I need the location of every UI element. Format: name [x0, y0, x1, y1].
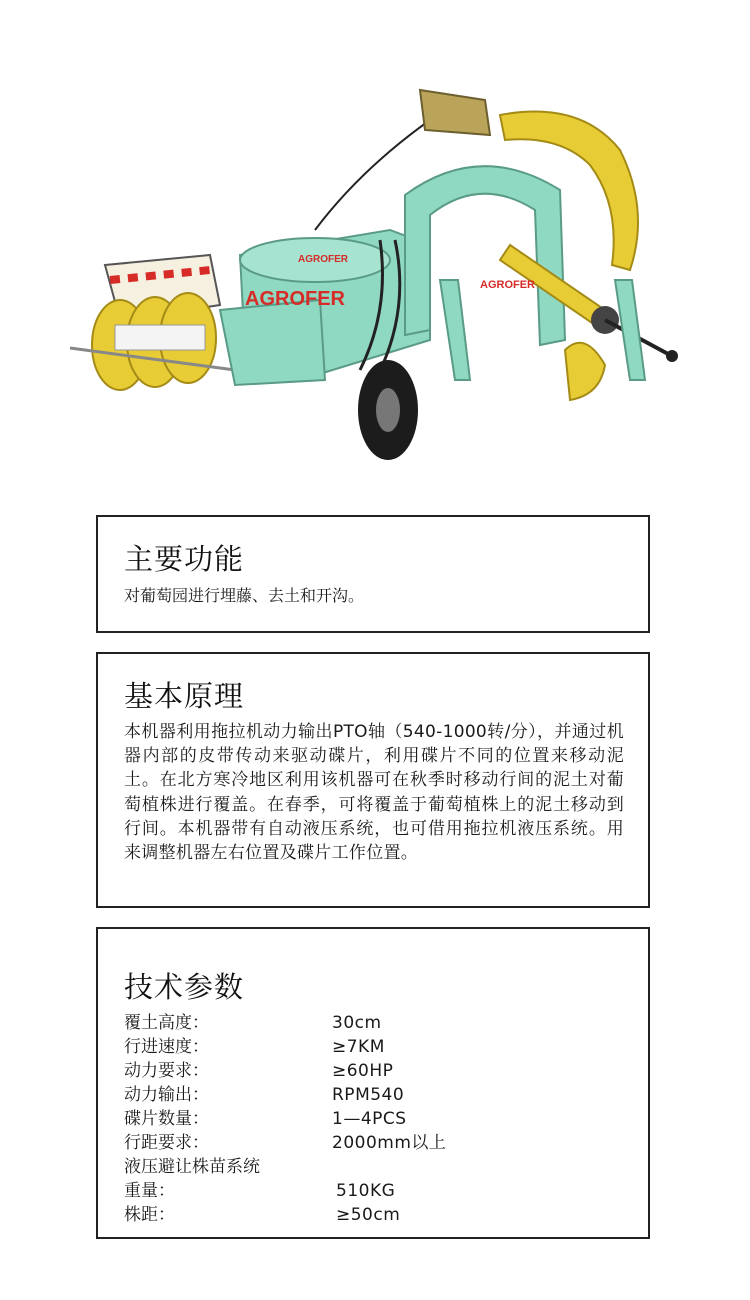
spec-label: 行距要求：: [124, 1133, 209, 1153]
section-body: 对葡萄园进行埋藤、去土和开沟。: [124, 586, 365, 605]
spec-label: 重量：: [124, 1181, 175, 1201]
spec-row: [124, 1035, 624, 1059]
brand-mark: AGROFER: [245, 288, 345, 310]
spec-row: [124, 1179, 624, 1203]
technical-specs-card: [96, 927, 650, 1239]
spec-row: [124, 1131, 624, 1155]
spec-value: 30cm: [332, 1013, 382, 1033]
spec-value: 510KG: [336, 1181, 396, 1201]
spec-value: 1—4PCS: [332, 1109, 407, 1129]
spec-value: ≥7KM: [332, 1037, 385, 1057]
spec-row: [124, 1155, 624, 1179]
main-function-card: [96, 515, 650, 633]
section-title: 基本原理: [124, 679, 245, 713]
spec-label: 碟片数量：: [124, 1109, 209, 1129]
spec-label: 液压避让株苗系统: [124, 1157, 260, 1177]
brand-mark: AGROFER: [480, 279, 535, 291]
spec-label: 覆土高度：: [124, 1013, 209, 1033]
spec-row: [124, 1083, 624, 1107]
spec-value: ≥50cm: [336, 1205, 401, 1225]
section-title: 主要功能: [124, 542, 245, 576]
spec-row: [124, 1203, 624, 1227]
spec-label: 动力输出：: [124, 1085, 209, 1105]
spec-value: 2000mm以上: [332, 1133, 447, 1153]
section-body: 本机器利用拖拉机动力输出PTO轴（540-1000转/分），并通过机器内部的皮带传动来驱动碟片，利用碟片不同的位置来移动泥土。在北方寒冷地区利用该机器可在秋季时移动行间的泥土对葡萄植株进行覆盖。在春季，可将覆盖于葡萄植株上的泥土移动到行间。本机器带有自动液压系统，也可借用拖拉机液压系统。用来调整机器左右位置及碟片工作位置。: [124, 722, 624, 864]
spec-value: ≥60HP: [332, 1061, 394, 1081]
working-principle-card: [96, 652, 650, 908]
spec-value: RPM540: [332, 1085, 405, 1105]
machine-image: [60, 80, 690, 470]
spec-label: 行进速度：: [124, 1037, 209, 1057]
spec-row: [124, 1059, 624, 1083]
spec-table: [124, 1011, 624, 1227]
brand-mark: AGROFER: [298, 254, 348, 265]
spec-row: [124, 1011, 624, 1035]
spec-label: 株距：: [124, 1205, 175, 1225]
section-title: 技术参数: [124, 970, 245, 1004]
spec-label: 动力要求：: [124, 1061, 209, 1081]
spec-row: [124, 1107, 624, 1131]
